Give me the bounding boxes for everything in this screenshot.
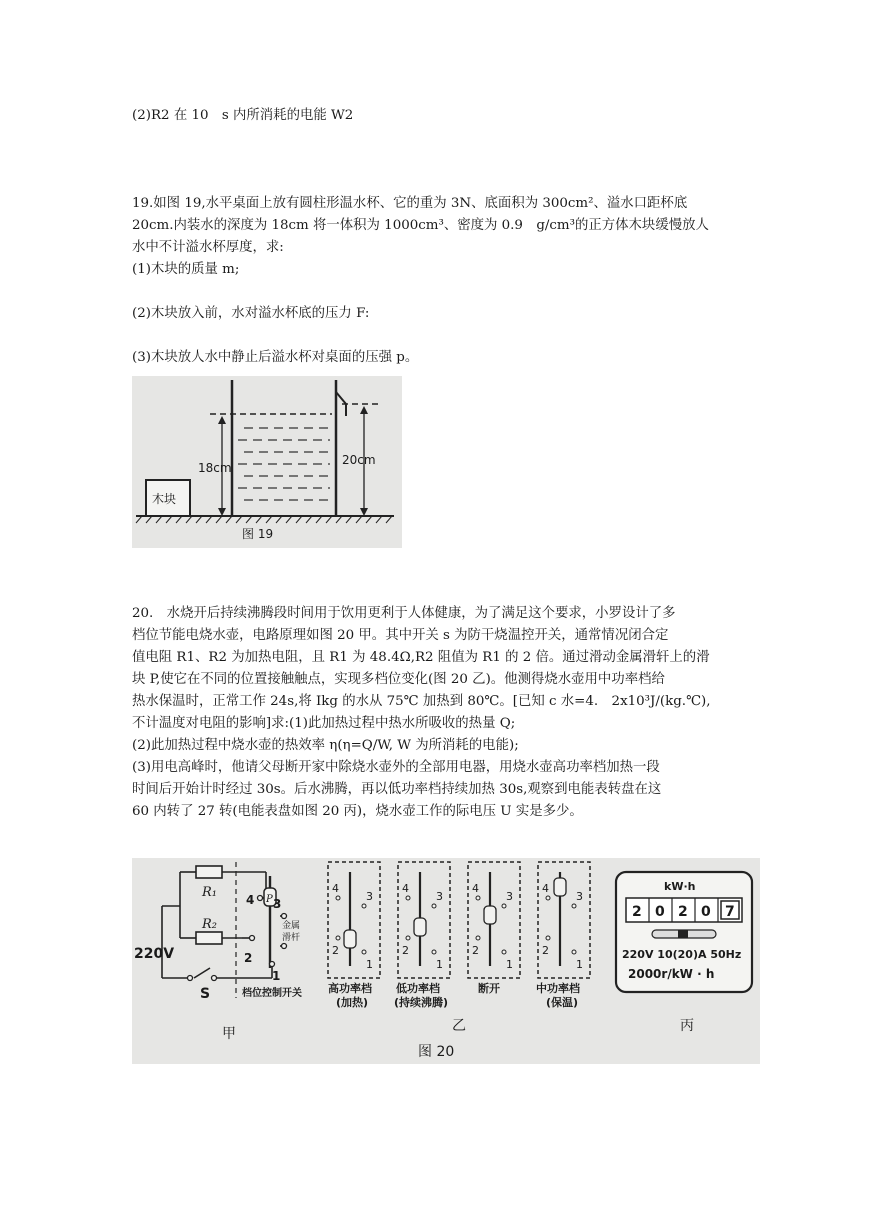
wood-block-label: 木块 [152, 492, 177, 506]
q20-line-6: 不计温度对电阻的影响]求:(1)此加热过程中热水所吸收的热量 Q; [132, 716, 516, 731]
voltage-label: 220V [134, 946, 175, 962]
mode-high [328, 862, 380, 978]
q20-line-10: 60 内转了 27 转(电能表盘如图 20 丙)，烧水壶工作的际电压 U 实是多少。 [132, 804, 583, 819]
mode-off-label: 断开 [478, 982, 500, 995]
q19-sub-1: (1)木块的质量 m; [132, 262, 240, 277]
mode-low-label: 低功率档 [396, 982, 440, 995]
mode-mid [538, 862, 590, 978]
figure-20-caption: 图 20 [418, 1044, 455, 1060]
meter-spec: 220V 10(20)A 50Hz [622, 948, 742, 961]
q20-line-8: (3)用电高峰时，他请父母断开家中除烧水壶外的全部用电器，用烧水壶高功率档加热一段 [132, 760, 660, 775]
q20-line-7: (2)此加热过程中烧水壶的热效率 η(η=Q/W, W 为所消耗的电能); [132, 738, 519, 753]
meter-revolutions: 2000r/kW · h [628, 967, 715, 981]
q20-line-9: 时间后开始计时经过 30s。后水沸腾，再以低功率档持续加热 30s,观察到电能表转盘在这 [132, 782, 662, 797]
svg-text:3: 3 [576, 890, 583, 903]
mode-high-sub: (加热) [336, 996, 369, 1009]
q20-line-5: 热水保温时，正常工作 24s,将 Ikg 的水从 75℃ 加热到 80℃。[已知 c 水=4. 2x10³J/(kg.℃), [132, 694, 711, 709]
label-bing: 丙 [680, 1018, 694, 1034]
meter-digit-5: 7 [725, 904, 735, 920]
svg-text:4: 4 [402, 882, 409, 895]
svg-text:2: 2 [472, 944, 479, 957]
meter-digit-1: 2 [632, 904, 642, 920]
label-20cm: 20cm [342, 453, 376, 467]
svg-text:1: 1 [576, 958, 583, 971]
svg-text:2: 2 [542, 944, 549, 957]
contact-1: 1 [272, 969, 281, 983]
q20-line-1: 20. 水烧开后持续沸腾段时间用于饮用更利于人体健康，为了满足这个要求，小罗设计了多 [132, 606, 676, 621]
mode-low [398, 862, 450, 978]
slider-p-label: P [266, 894, 273, 905]
mode-high-label: 高功率档 [328, 982, 372, 995]
q20-line-4: 块 P,使它在不同的位置接触触点，实现多档位变化(图 20 乙)。他测得烧水壶用中功率档给 [132, 672, 665, 687]
slider-label-b: 滑杆 [282, 933, 301, 943]
q19-sub-3: (3)木块放人水中静止后溢水杯对桌面的压强 p。 [132, 350, 419, 365]
meter-digit-2: 0 [655, 904, 665, 920]
svg-text:1: 1 [436, 958, 443, 971]
mode-low-sub: (持续沸腾) [394, 996, 449, 1009]
q19-line-2: 20cm.内装水的深度为 18cm 将一体积为 1000cm³、密度为 0.9 g/cm³的正方体木块缓慢放人 [132, 218, 709, 233]
q19-sub-2: (2)木块放入前，水对溢水杯底的压力 F: [132, 306, 370, 321]
svg-text:3: 3 [436, 890, 443, 903]
svg-text:2: 2 [402, 944, 409, 957]
r2-label: R₂ [202, 917, 217, 932]
q19-line-1: 19.如图 19,水平桌面上放有圆柱形温水杯、它的重为 3N、底面积为 300cm²、溢水口距杯底 [132, 196, 688, 211]
q19-line-3: 水中不计溢水杯厚度，求: [132, 240, 284, 255]
figure-20 [132, 858, 760, 1064]
label-yi: 乙 [452, 1018, 466, 1034]
figure-19-caption: 图 19 [242, 527, 274, 541]
svg-text:4: 4 [472, 882, 479, 895]
mode-off [468, 862, 520, 978]
mode-mid-label: 中功率档 [536, 982, 580, 995]
contact-2: 2 [244, 951, 253, 965]
label-jia: 甲 [222, 1026, 236, 1042]
label-18cm: 18cm [198, 461, 232, 475]
figure-19 [132, 376, 402, 548]
energy-meter [616, 872, 752, 992]
slider-label-a: 金属 [282, 921, 301, 931]
circuit-diagram [162, 862, 282, 998]
svg-text:4: 4 [332, 882, 339, 895]
meter-digit-3: 2 [678, 904, 688, 920]
svg-text:2: 2 [332, 944, 339, 957]
contact-3: 3 [273, 897, 282, 911]
r1-label: R₁ [202, 885, 217, 900]
svg-text:1: 1 [366, 958, 373, 971]
svg-text:4: 4 [542, 882, 549, 895]
previous-question-tail: (2)R2 在 10 s 内所消耗的电能 W2 [132, 108, 354, 123]
contact-4: 4 [246, 893, 255, 907]
q20-line-2: 档位节能电烧水壶，电路原理如图 20 甲。其中开关 s 为防干烧温控开关，通常情况闭合定 [132, 628, 669, 643]
svg-text:3: 3 [366, 890, 373, 903]
meter-unit: kW·h [664, 880, 696, 893]
switch-control-label: 档位控制开关 [242, 988, 302, 999]
mode-mid-sub: (保温) [546, 996, 579, 1009]
svg-text:3: 3 [506, 890, 513, 903]
meter-digit-4: 0 [701, 904, 711, 920]
switch-s-label: S [200, 986, 211, 1002]
svg-text:1: 1 [506, 958, 513, 971]
q20-line-3: 值电阻 R1、R2 为加热电阻，且 R1 为 48.4Ω,R2 阻值为 R1 的 2 倍。通过滑动金属滑轩上的滑 [132, 650, 710, 665]
